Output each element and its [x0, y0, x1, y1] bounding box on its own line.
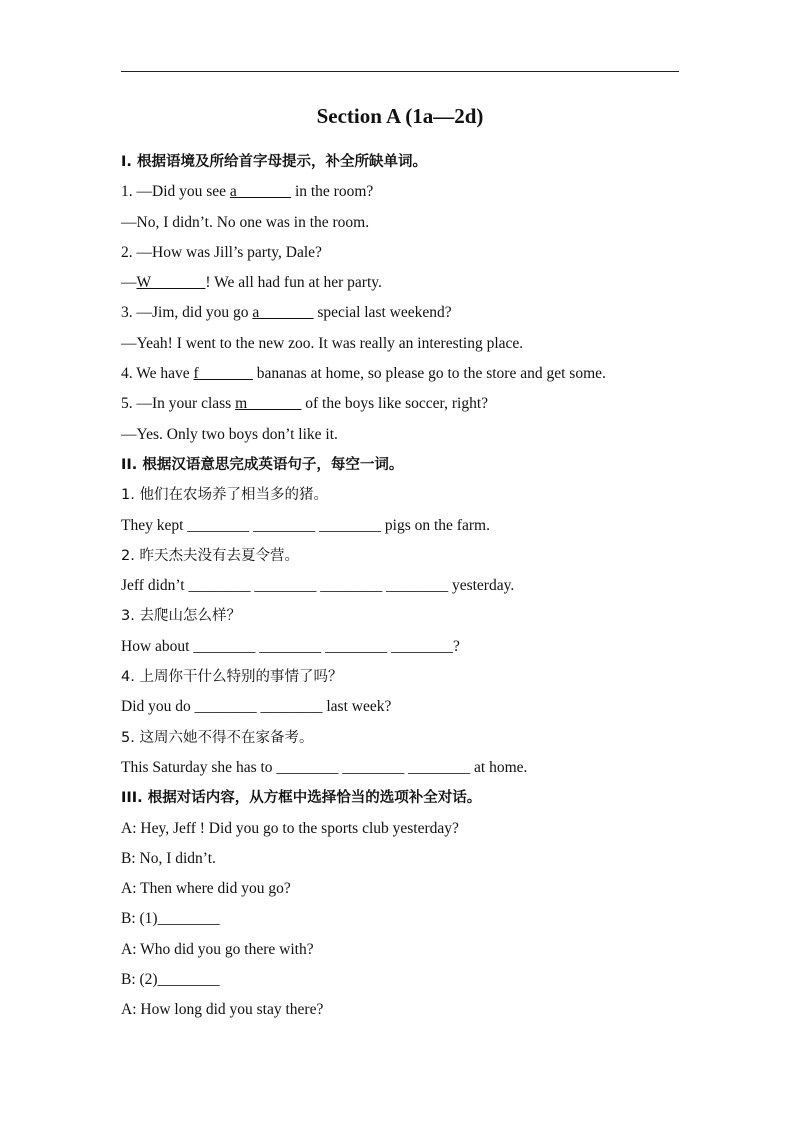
- q2-blank: W_______: [136, 274, 206, 292]
- question-4: [121, 361, 701, 391]
- question-2-reply: [121, 270, 701, 300]
- q3-text-after: special last weekend?: [313, 304, 452, 322]
- dialogue-line: A: Hey, Jeff ! Did you go to the sports club yesterday?: [121, 819, 459, 837]
- q4-blank: f_______: [193, 365, 253, 383]
- q4-text-after: bananas at home, so please go to the store and get some.: [252, 365, 606, 383]
- q2-text-before: —: [121, 274, 137, 292]
- translation-4-chinese: 4. 上周你干什么特别的事情了吗？: [121, 669, 343, 686]
- q1-text-after: in the room?: [291, 183, 374, 201]
- question-5: [121, 391, 701, 421]
- dialogue-line: A: Who did you go there with?: [121, 940, 314, 958]
- question-1-reply: —No, I didn’t. No one was in the room.: [121, 213, 370, 231]
- translation-3-chinese: 3. 去爬山怎么样？: [121, 608, 241, 625]
- q1-text-before: 1. —Did you see: [121, 183, 230, 201]
- dialogue-line: B: No, I didn’t.: [121, 849, 216, 867]
- translation-2-chinese: 2. 昨天杰夫没有去夏令营。: [121, 547, 299, 564]
- section-3-heading: III. 根据对话内容，从方框中选择恰当的选项补全对话。: [121, 790, 482, 807]
- dialogue-line: B: (2)________: [121, 971, 220, 989]
- worksheet-content: [121, 149, 701, 1028]
- q3-text-before: 3. —Jim, did you go: [121, 304, 253, 322]
- dialogue-line: B: (1)________: [121, 910, 220, 928]
- page-title: Section A (1a—2d): [316, 104, 484, 128]
- translation-4-english: Did you do ________ ________ last week?: [121, 698, 392, 716]
- section-1-heading: I. 根据语境及所给首字母提示，补全所缺单词。: [121, 154, 427, 170]
- q3-blank: a_______: [252, 304, 314, 322]
- dialogue-line: A: How long did you stay there?: [121, 1001, 324, 1019]
- question-2: 2. —How was Jill’s party, Dale?: [121, 243, 322, 261]
- q2-text-after: ! We all had fun at her party.: [205, 274, 382, 292]
- translation-2-english: Jeff didn’t ________ ________ ________ ________ yesterday.: [121, 577, 515, 595]
- q5-blank: m_______: [235, 395, 302, 413]
- dialogue-line: A: Then where did you go?: [121, 880, 291, 898]
- q5-text-after: of the boys like soccer, right?: [301, 395, 489, 413]
- translation-1-english: They kept ________ ________ ________ pigs on the farm.: [121, 516, 490, 534]
- translation-3-english: How about ________ ________ ________ ________?: [121, 637, 460, 655]
- question-3-reply: —Yeah! I went to the new zoo. It was really an interesting place.: [121, 334, 524, 352]
- question-1: [121, 179, 701, 209]
- q5-text-before: 5. —In your class: [121, 395, 236, 413]
- translation-5-english: This Saturday she has to ________ ________ ________ at home.: [121, 758, 528, 776]
- top-rule: [121, 71, 679, 72]
- section-2-heading: II. 根据汉语意思完成英语句子，每空一词。: [121, 456, 404, 473]
- question-3: [121, 300, 701, 330]
- translation-5-chinese: 5. 这周六她不得不在家备考。: [121, 729, 314, 746]
- q1-blank: a_______: [229, 183, 292, 201]
- q4-text-before: 4. We have: [121, 365, 194, 383]
- translation-1-chinese: 1. 他们在农场养了相当多的猪。: [121, 487, 328, 504]
- question-5-reply: —Yes. Only two boys don’t like it.: [121, 425, 338, 443]
